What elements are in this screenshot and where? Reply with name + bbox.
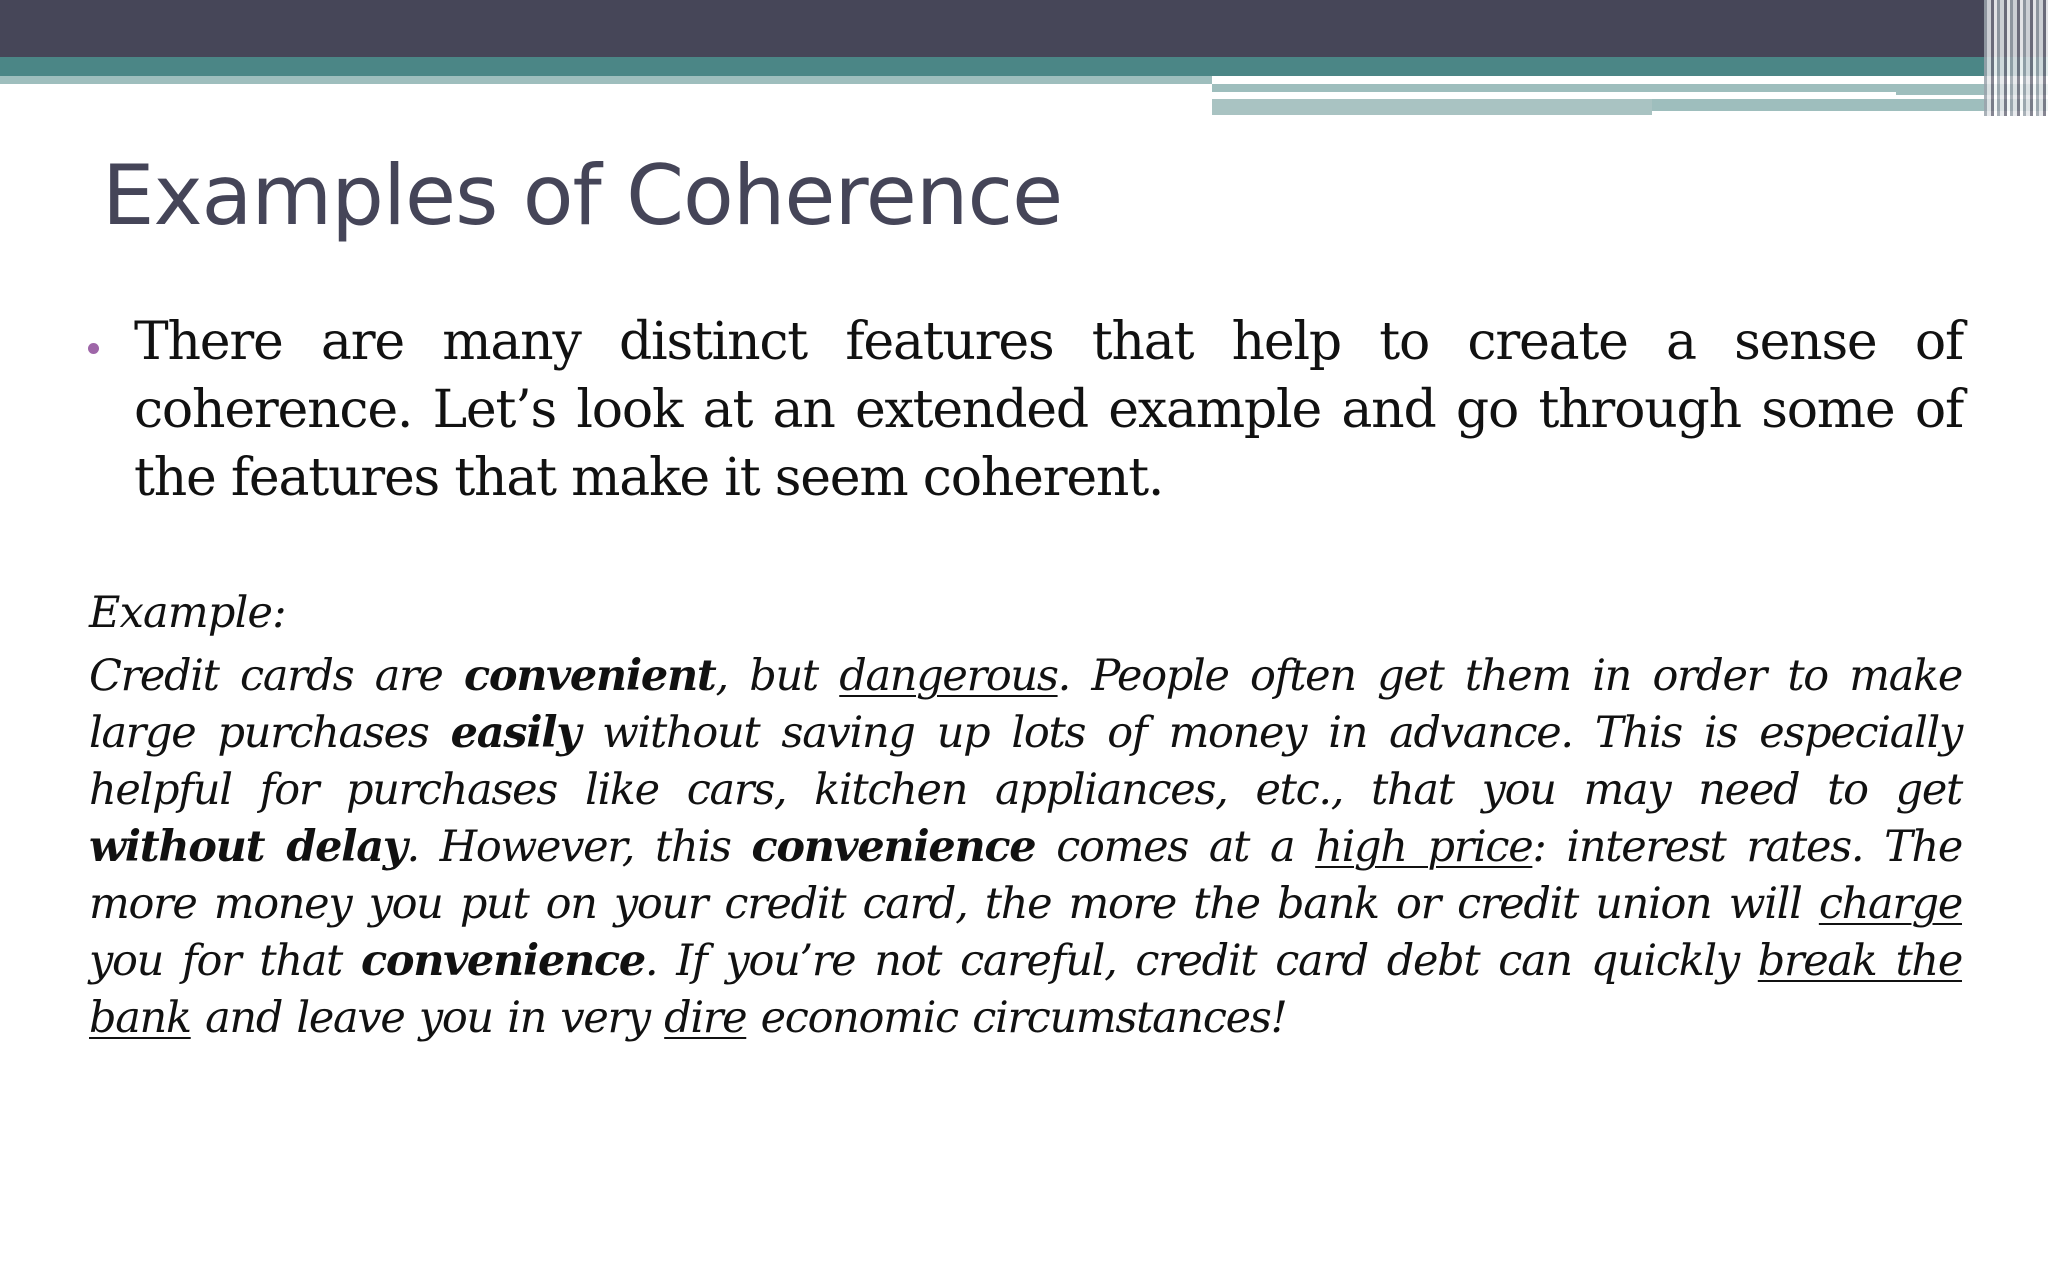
header-band-right-white-line [1212,92,1896,97]
example-segment-bold: convenience [360,936,645,986]
header-pinstripes [1984,0,2048,116]
example-segment-plain: : interest rates. The more money you put on your credit card, the more the bank or credit union will [89,822,1963,929]
example-segment-bold: convenience [751,822,1036,872]
example-segment-bold: convenient [463,651,716,701]
header-band-dark [0,0,2048,57]
example-segment-bold: easily [450,708,580,758]
example-segment-underline: break the bank [89,936,1962,1043]
example-segment-underline: charge [1818,879,1962,929]
example-segment-underline: dangerous [839,651,1058,701]
example-segment-plain: . If you’re not careful, credit card debt can quickly [644,936,1758,986]
example-segment-plain: economic circumstances! [746,993,1287,1043]
example-segment-plain: you for that [89,936,361,986]
header-band-right-lower [1212,99,1652,115]
example-label: Example: [89,588,286,638]
example-segment-plain: without saving up lots of money in advance. This is especially helpful for purchases like cars, kitchen appliances, etc., that you may need to get [89,708,1962,815]
example-segment-plain: , but [715,651,840,701]
example-segment-plain: and leave you in very [190,993,665,1043]
bullet-text: There are many distinct features that help to create a sense of coherence. Let’s look at an extended example and go through some of the features that make it seem coherent. [134,312,1963,508]
header-band-teal [0,57,2048,76]
example-segment-underline: dire [664,993,747,1043]
bullet-dot-icon [88,343,99,354]
example-segment-plain: Credit cards are [89,651,464,701]
example-segment-plain: . People often get them in order to make large purchases [89,651,1962,758]
bullet-item [88,308,1963,512]
example-paragraph [89,648,1962,1047]
example-segment-plain: . However, this [406,822,752,872]
header-band-light [0,76,1212,84]
example-segment-underline: high price [1315,822,1533,872]
slide-title: Examples of Coherence [102,147,1063,244]
example-segment-plain: comes at a [1035,822,1316,872]
example-segment-bold: without delay [89,822,407,872]
